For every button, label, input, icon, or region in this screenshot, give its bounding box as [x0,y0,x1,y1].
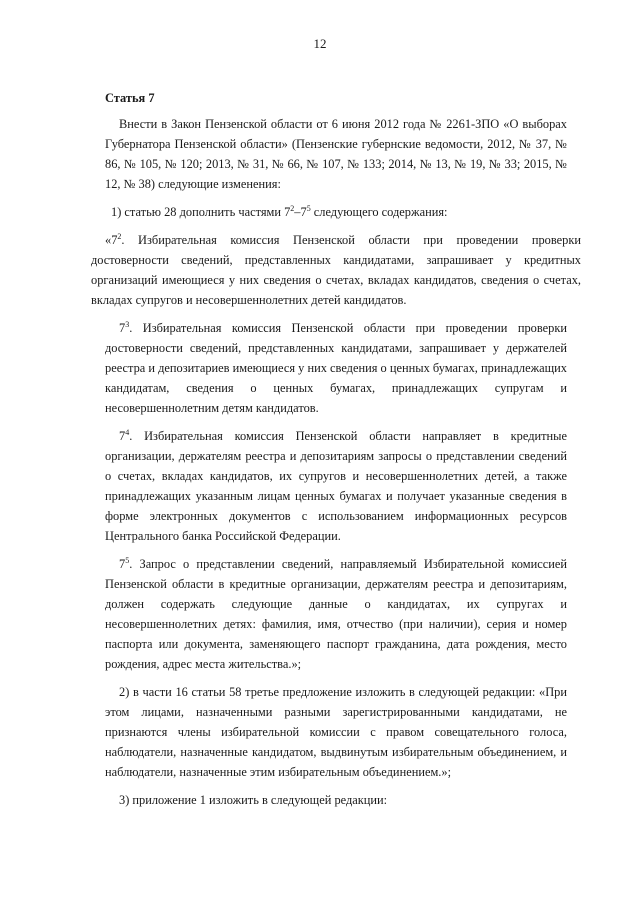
part-7-4-sup: 4 [125,428,130,437]
document-body [91,88,581,810]
part-7-5-sup: 5 [125,556,130,565]
part-7-4-text: . Избирательная комиссия Пензенской области направляет в кредитные организации, держателям реестра и депозитариям запросы о представлении сведений о счетах, вкладах кандидатов, их супругов и несовершеннолетних детей, а также принадлежащих указанным лицам ценных бумагах и получает указанные сведения в форме электронных документов с использованием информационных ресурсов Центрального банка Российской Федерации. [105,429,567,543]
part-7-3 [105,318,567,418]
part-7-4-prefix: 7 [119,429,126,443]
item-1-sup-from: 2 [290,204,295,213]
part-7-4 [105,426,567,546]
item-3: 3) приложение 1 изложить в следующей редакции: [119,793,388,807]
item-1-sup-to: 5 [306,204,311,213]
item-2: 2) в части 16 статьи 58 третье предложение изложить в следующей редакции: «При этом лицами, назначенными разными зарегистрированными кандидатами, не признаются члены избирательной комиссии с правом совещательного голоса, наблюдатели, назначенные кандидатом, выдвинутым избирательным объединением, и наблюдатели, назначенные этим избирательным объединением.»; [105,685,567,779]
part-7-2-sup: 2 [117,232,122,241]
part-7-3-sup: 3 [125,320,130,329]
article-intro: Внести в Закон Пензенской области от 6 июня 2012 года № 2261-ЗПО «О выборах Губернатора Пензенской области» (Пензенские губернские ведомости, 2012, № 37, № 86, № 105, № 120; 2013, № 31, № 66, № 107, № 133; 2014, № 13, № 19, № 33; 2015, № 12, № 38) следующие изменения: [105,117,567,191]
item-1 [105,202,567,222]
part-7-3-prefix: 7 [119,321,126,335]
item-1-tail: следующего содержания: [310,205,448,219]
part-7-2-text: . Избирательная комиссия Пензенской области при проведении проверки достоверности сведений, представленных кандидатами, запрашивает у кредитных организаций имеющиеся у них сведения о счетах, вкладах кандидатов, сведения о счетах, вкладах супругов и несовершеннолетних детей кандидатов. [91,233,581,307]
item-1-dash: –7 [294,205,307,219]
part-7-2-prefix: «7 [105,233,118,247]
article-title: Статья 7 [105,91,155,105]
part-7-5-prefix: 7 [119,557,126,571]
part-7-5 [105,554,567,674]
part-7-5-text: . Запрос о представлении сведений, направляемый Избирательной комиссией Пензенской области в кредитные организации, держателям реестра и депозитариям, должен содержать следующие данные о кандидатах, их супругах и несовершеннолетних детях: фамилия, имя, отчество (при наличии), серия и номер паспорта или документа, заменяющего паспорт гражданина, дата рождения, место рождения, адрес места жительства.»; [105,557,567,671]
part-7-2 [91,230,581,310]
item-1-text: 1) статью 28 дополнить частями 7 [111,205,291,219]
page-number: 12 [313,36,327,51]
part-7-3-text: . Избирательная комиссия Пензенской области при проведении проверки достоверности сведений, представленных кандидатами, запрашивает у держателей реестра и депозитариев имеющиеся у них сведения о ценных бумагах, принадлежащих кандидатам, сведения о ценных бумагах, принадлежащих супругам и несовершеннолетним детям кандидатов. [105,321,567,415]
